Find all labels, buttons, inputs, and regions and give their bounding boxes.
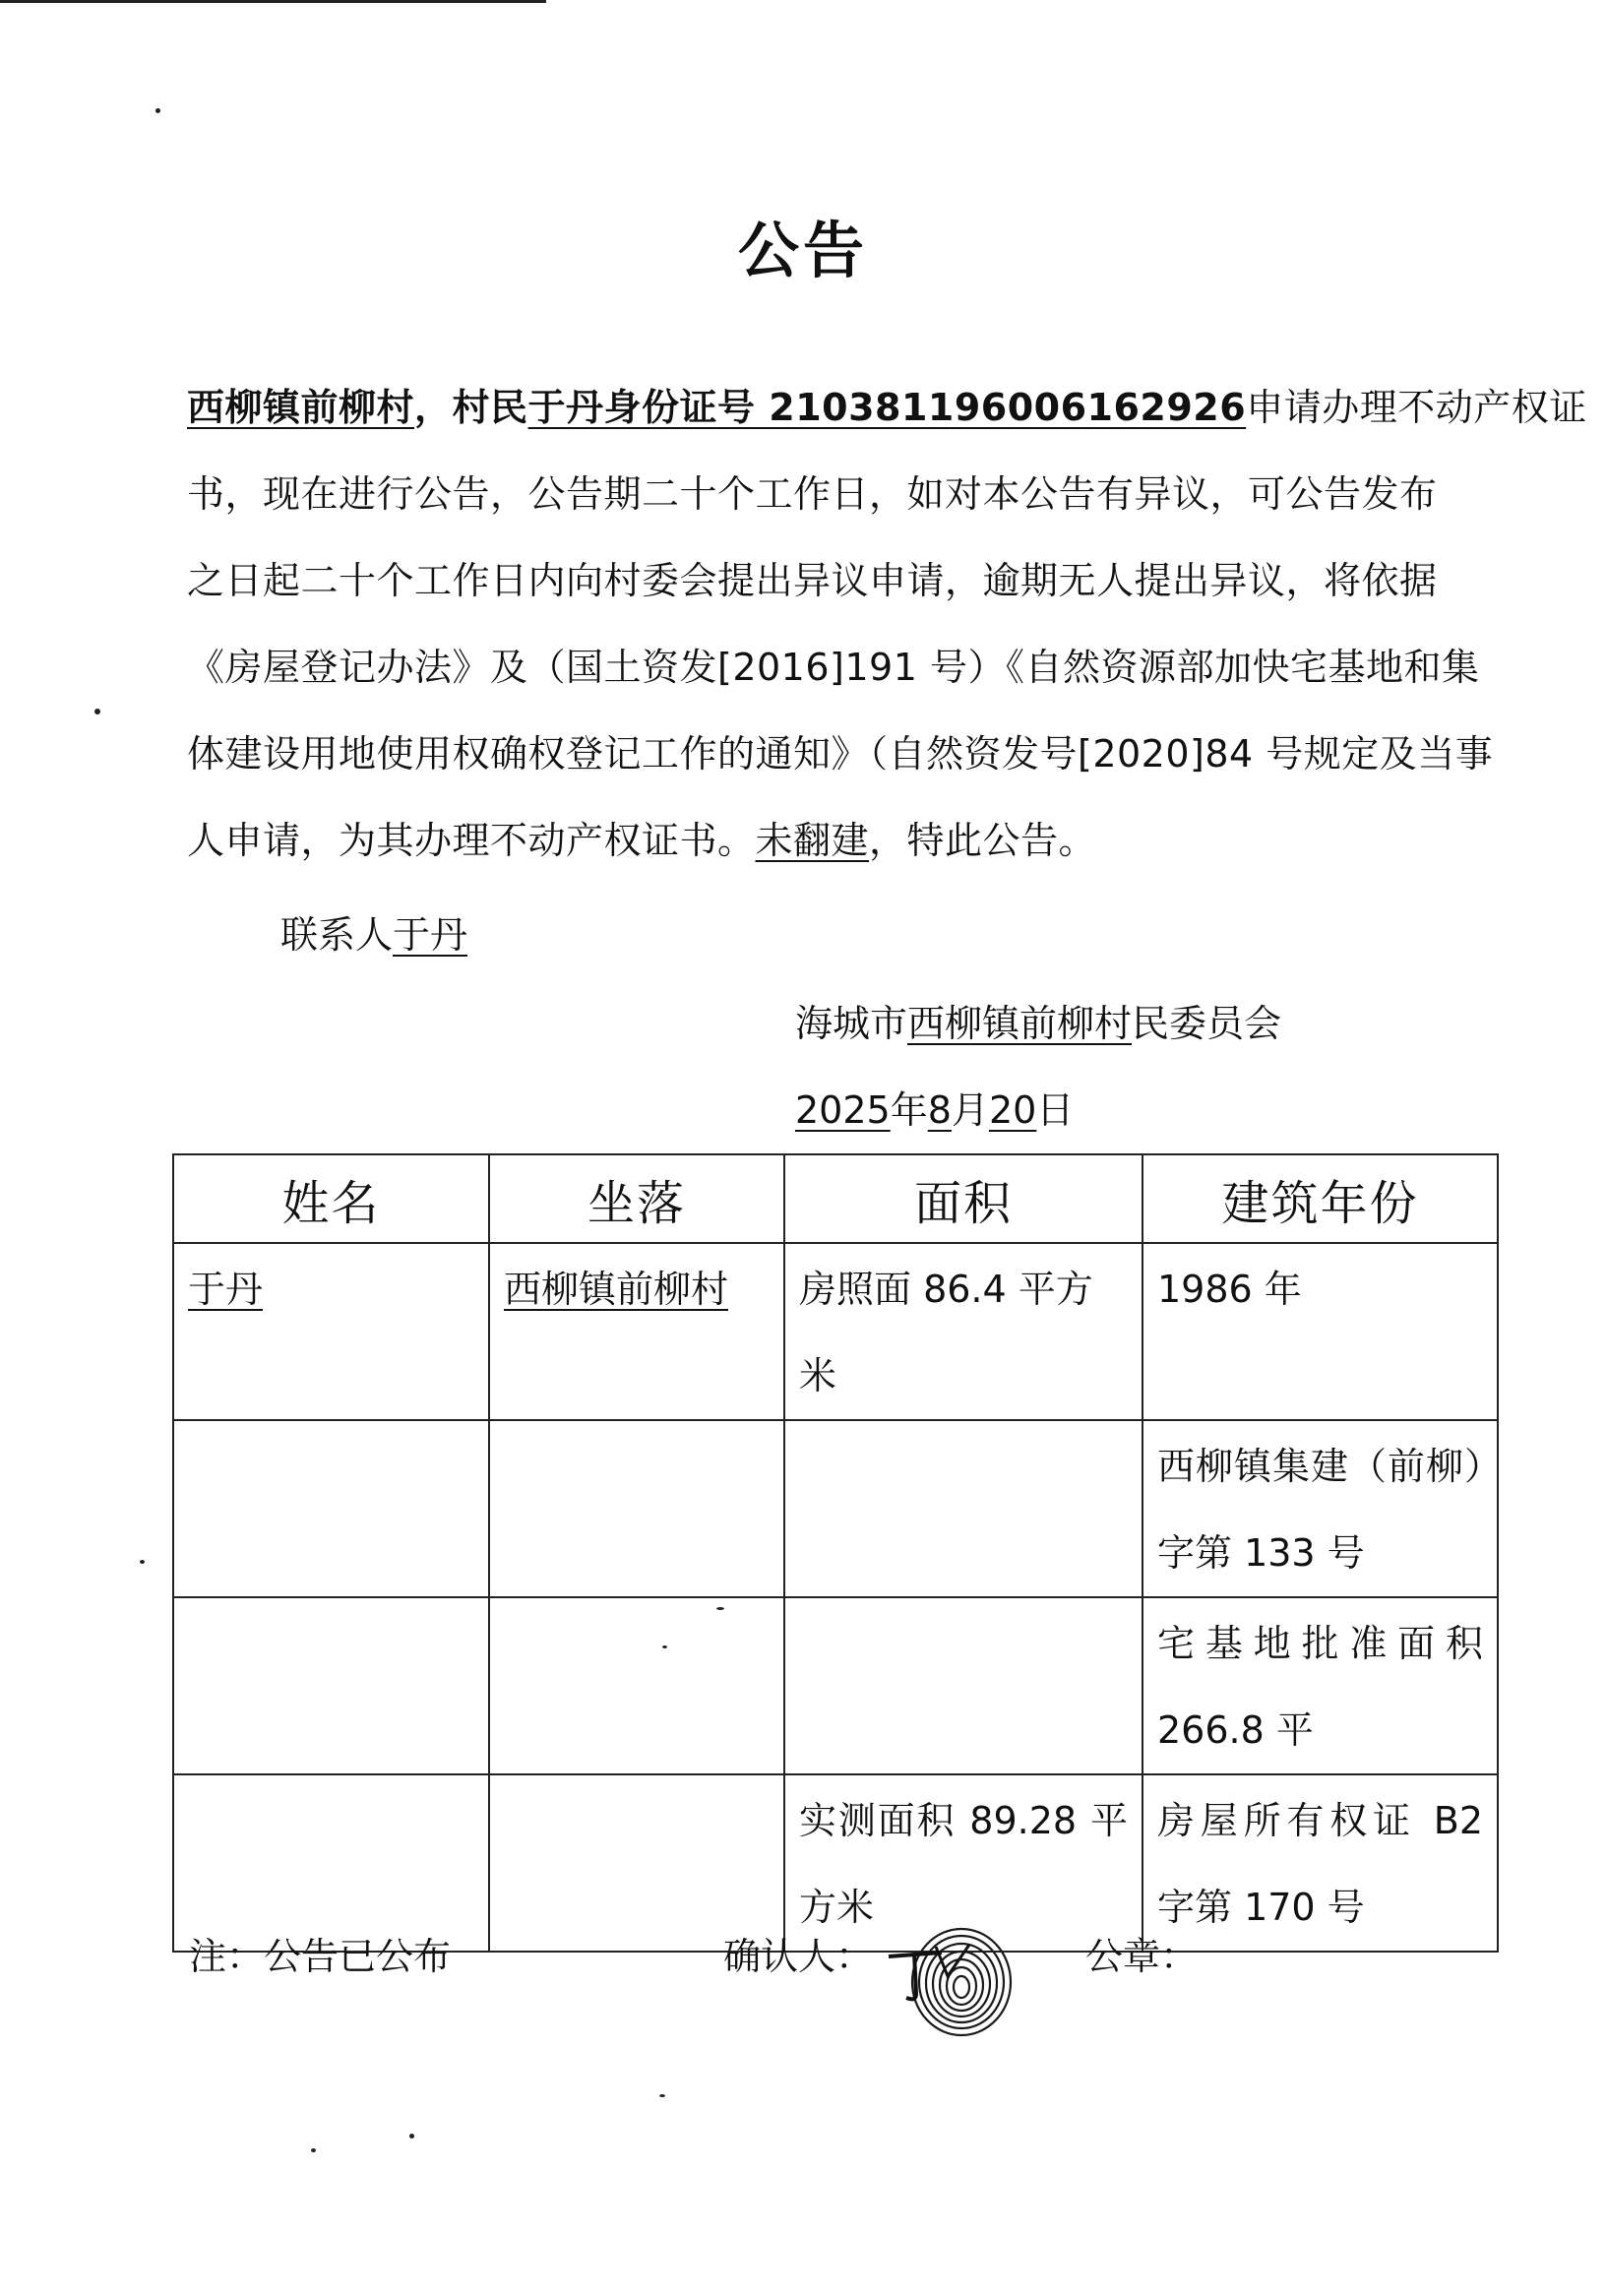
notice-date [795,1081,1074,1140]
body-line-6 [187,797,1466,884]
table-cell [489,1774,784,1952]
signature-fingerprint-mark [881,1917,1028,2045]
table-cell [489,1597,784,1774]
table-row [173,1774,1498,1952]
org-suffix: 民委员会 [1132,1002,1282,1045]
body-line-1-rest: 申请办理不动产权证 [1246,386,1587,429]
table-cell: 实测面积 89.28 平方米 [784,1774,1143,1952]
table-cell [1143,1243,1498,1420]
body-line-6-pre: 人申请，为其办理不动产权证书。 [187,819,756,862]
table-cell: 西柳镇集建（前柳）字第 133 号 [1143,1420,1498,1597]
table-row [173,1597,1498,1774]
notice-title: 公告 [737,215,868,286]
date-month: 8 [927,1088,952,1132]
table-cell [489,1420,784,1597]
table-row [173,1243,1498,1420]
scan-speck [140,1560,145,1564]
top-scan-line [0,0,546,3]
scan-speck [311,2148,316,2152]
header-name: 姓名 [173,1154,489,1243]
contact-person [280,905,467,964]
table-cell [784,1420,1143,1597]
contact-name: 于丹 [393,913,468,957]
scan-speck [155,108,160,113]
table-cell: 房屋所有权证 B2 字第 170 号 [1143,1774,1498,1952]
cell-name: 于丹 [188,1268,264,1311]
confirm-label: 确认人： [723,1935,874,1978]
applicant-id: 于丹身份证号 210381196006162926 [527,386,1247,429]
scan-speck [659,2094,665,2097]
cell-build-year: 1986 年 [1157,1268,1302,1311]
contact-label: 联系人 [280,913,394,957]
header-build-year: 建筑年份 [1143,1154,1498,1243]
body-line-1 [187,364,1587,451]
body-line-2: 书，现在进行公告，公告期二十个工作日，如对本公告有异议，可公告发布 [187,472,1438,516]
header-area: 面积 [784,1154,1143,1243]
cell-location: 西柳镇前柳村 [504,1268,729,1311]
village-name: 西柳镇前柳村 [187,386,415,429]
body-line-4: 《房屋登记办法》及（国土资发[2016]191 号）《自然资源部加快宅基地和集 [187,646,1480,689]
header-location: 坐落 [489,1154,784,1243]
table-cell [173,1420,489,1597]
property-table [172,1153,1499,1953]
notice-body [187,364,1587,884]
body-line-5: 体建设用地使用权确权登记工作的通知》（自然资发号[2020]84 号规定及当事 [187,732,1494,776]
issuing-organization [795,994,1281,1053]
date-year-unit: 年 [890,1088,928,1132]
date-day: 20 [988,1088,1037,1132]
body-line-6-post: ，特此公告。 [869,819,1097,862]
official-seal-label: 公章： [1085,1935,1199,1978]
footer-note: 注：公告已公布 [189,1935,452,1978]
table-cell [784,1243,1143,1420]
table-header-row [173,1154,1498,1243]
table-cell [173,1243,489,1420]
org-prefix: 海城市 [795,1002,908,1045]
table-cell [784,1597,1143,1774]
table-cell: 宅基地批准面积 266.8 平 [1143,1597,1498,1774]
date-day-unit: 日 [1036,1088,1075,1132]
date-month-unit: 月 [951,1088,989,1132]
body-line-3: 之日起二十个工作日内向村委会提出异议申请，逾期无人提出异议，将依据 [187,559,1438,602]
scan-speck [409,2134,414,2139]
date-year: 2025 [795,1088,891,1132]
scan-speck [94,709,100,714]
org-village: 西柳镇前柳村 [907,1002,1133,1045]
separator-text: ，村民 [414,386,528,429]
table-cell [173,1597,489,1774]
table-cell [173,1774,489,1952]
table-cell [489,1243,784,1420]
table-row [173,1420,1498,1597]
cell-area: 房照面 86.4 平方米 [799,1268,1093,1397]
rebuild-status: 未翻建 [755,819,870,862]
